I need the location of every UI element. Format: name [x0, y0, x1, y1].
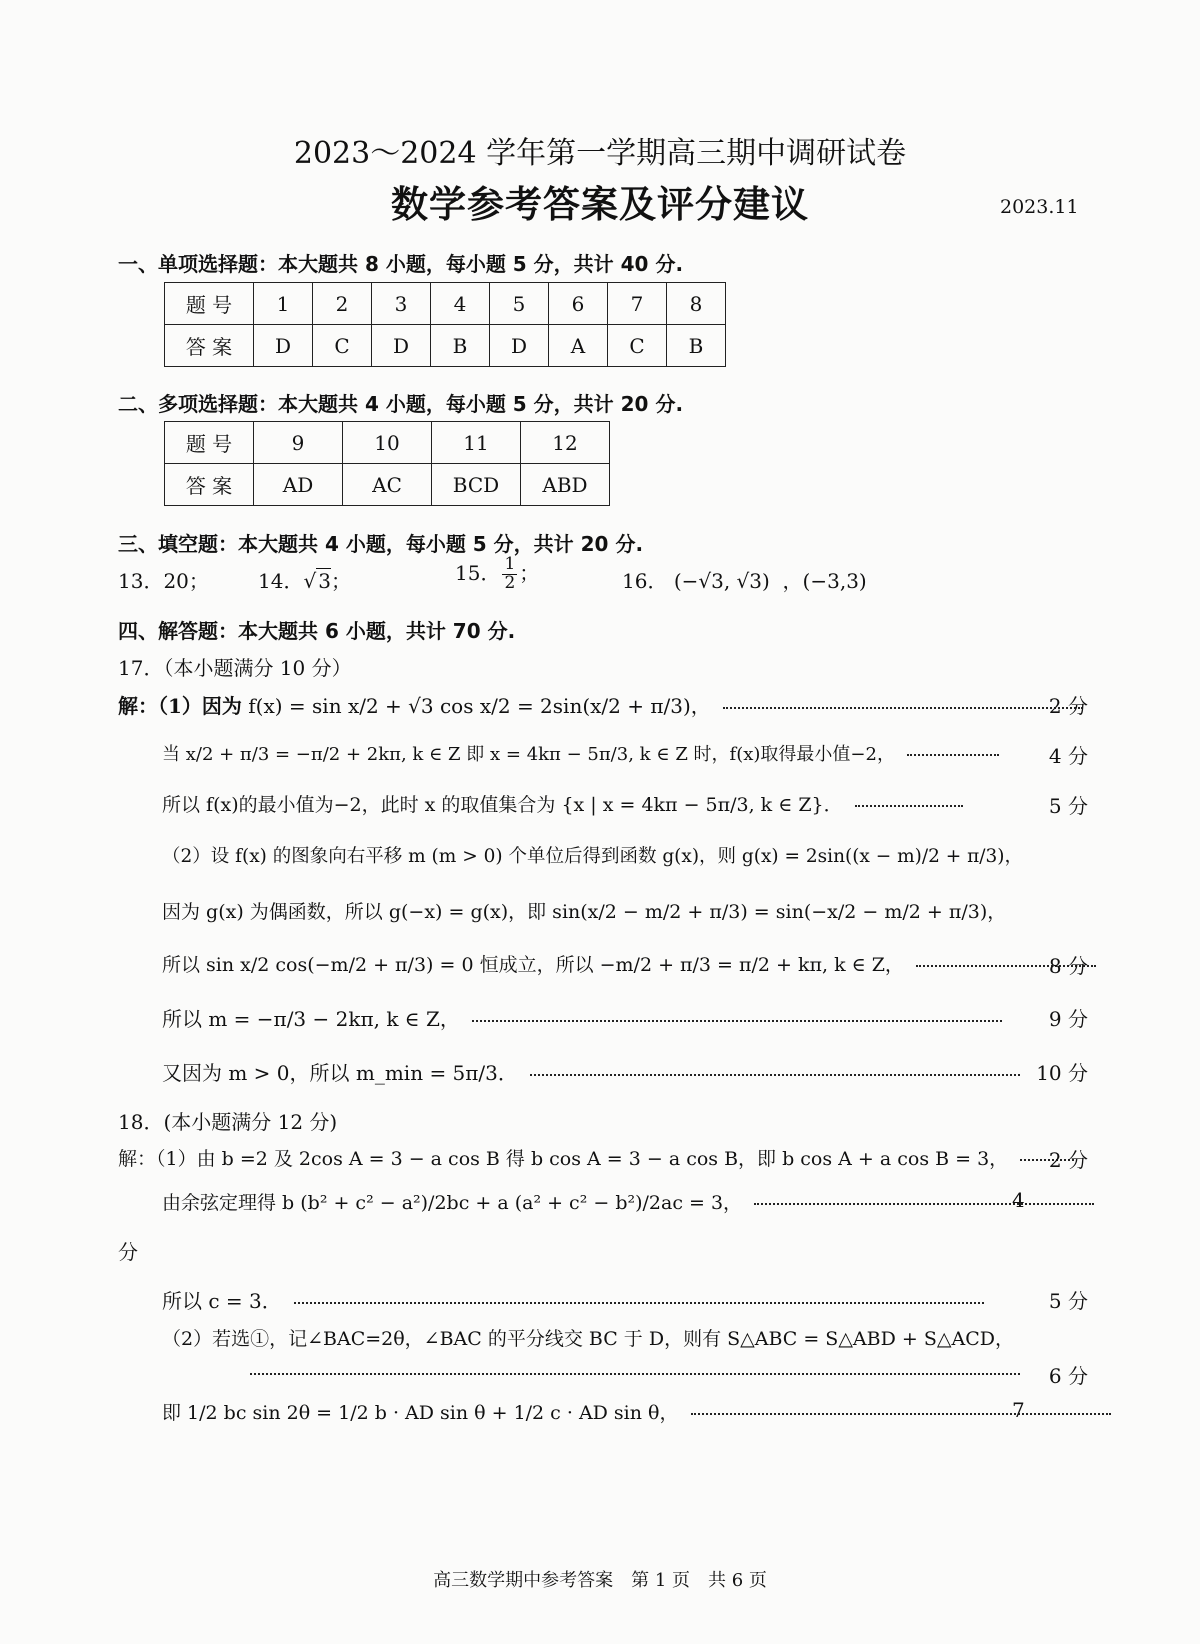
answer-cell: D: [254, 325, 313, 367]
q17-title: 17．（本小题满分 10 分）: [118, 656, 352, 680]
answer-q14: [258, 565, 351, 594]
answer-q13: 13．20；: [118, 569, 209, 593]
section-1-heading: 一、单项选择题：本大题共 8 小题，每小题 5 分，共计 40 分.: [118, 252, 684, 276]
answer-cell: C: [608, 325, 667, 367]
row-label-question-number: 题 号: [165, 422, 254, 464]
score: 10 分: [1036, 1061, 1088, 1085]
answer-key-title: 数学参考答案及评分建议: [391, 182, 809, 226]
q17-line-6: [162, 950, 1102, 977]
q14-label: 14．: [258, 569, 304, 593]
q14-radicand: 3: [318, 569, 331, 593]
question-number: 1: [254, 283, 313, 325]
score: 4: [1012, 1188, 1025, 1212]
score: 9 分: [1048, 1007, 1088, 1031]
leader-dots: [754, 1203, 1094, 1205]
leader-dots: [723, 707, 1083, 709]
question-number: 6: [549, 283, 608, 325]
q15-numerator: 1: [504, 554, 516, 574]
q15-tail: ；: [519, 560, 540, 585]
answer-cell: D: [490, 325, 549, 367]
score-wrap: 分: [118, 1240, 138, 1264]
answer-q16: [622, 565, 867, 594]
question-number: 7: [608, 283, 667, 325]
leader-dots: [855, 805, 963, 807]
question-number: 11: [432, 422, 521, 464]
q17-line-3: [162, 790, 969, 817]
formula: 所以 f(x)的最小值为−2，此时 x 的取值集合为 {x | x = 4kπ − 5π/3, k ∈ Z}．: [162, 794, 843, 816]
answer-cell: D: [372, 325, 431, 367]
score: 6 分: [1048, 1364, 1088, 1388]
exam-title: 2023～2024 学年第一学期高三期中调研试卷: [293, 136, 907, 171]
leader-dots: [907, 754, 999, 756]
row-label-answer: 答 案: [165, 325, 254, 367]
leader-dots: [250, 1373, 1020, 1375]
line-prefix: 当: [162, 744, 180, 765]
formula: f(x) = sin x/2 + √3 cos x/2 = 2sin(x/2 + π/3)，: [248, 694, 711, 718]
answer-q15: [455, 556, 539, 593]
question-number: 5: [490, 283, 549, 325]
section-3-heading: 三、填空题：本大题共 4 小题，每小题 5 分，共计 20 分.: [118, 532, 644, 556]
q17-line-7: [162, 1003, 1008, 1032]
question-number: 4: [431, 283, 490, 325]
formula: 由余弦定理得 b (b² + c² − a²)/2bc + a (a² + c² − b²)/2ac = 3，: [162, 1192, 743, 1214]
q18-line-1: [118, 1144, 1080, 1171]
leader-dots: [294, 1302, 984, 1304]
q15-denominator: 2: [504, 572, 516, 593]
section-2-heading: 二、多项选择题：本大题共 4 小题，每小题 5 分，共计 20 分.: [118, 392, 684, 416]
row-label-question-number: 题 号: [165, 283, 254, 325]
exam-date: 2023.11: [1000, 196, 1079, 218]
q18-line-5: [244, 1360, 1026, 1384]
table-row: [165, 283, 726, 325]
score: 4 分: [1048, 744, 1088, 768]
q18-title: 18．(本小题满分 12 分): [118, 1110, 338, 1134]
leader-dots: [691, 1413, 1111, 1415]
question-number: 3: [372, 283, 431, 325]
answer-cell: B: [667, 325, 726, 367]
formula: 解：（1）由 b =2 及 2cos A = 3 − a cos B 得 b cos A = 3 − a cos B，即 b cos A + a cos B = 3，: [118, 1148, 1009, 1170]
score: 5 分: [1048, 794, 1088, 818]
single-choice-answer-table: [164, 282, 726, 367]
score: 2 分: [1048, 694, 1088, 718]
answer-cell: B: [431, 325, 490, 367]
formula: 所以 c = 3．: [162, 1289, 282, 1313]
answer-cell: AD: [254, 464, 343, 506]
table-row: [165, 325, 726, 367]
score: 2 分: [1048, 1148, 1088, 1172]
q15-fraction: [502, 556, 517, 593]
q17-line-8: [162, 1057, 1026, 1086]
question-number: 10: [343, 422, 432, 464]
q17-line-4: （2）设 f(x) 的图象向右平移 m (m > 0) 个单位后得到函数 g(x)，则 g(x) = 2sin((x − m)/2 + π/3)，: [162, 846, 1024, 867]
q18-line-3: [162, 1285, 990, 1314]
q16-label: 16．: [622, 569, 668, 593]
q18-line-4: （2）若选①，记∠BAC=2θ，∠BAC 的平分线交 BC 于 D，则有 S△ABC = S△ABD + S△ACD，: [162, 1328, 1014, 1350]
formula: 即 1/2 bc sin 2θ = 1/2 b · AD sin θ + 1/2 c · AD sin θ，: [162, 1402, 679, 1424]
q14-tail: ；: [330, 569, 351, 593]
q18-line-6: [162, 1398, 1117, 1425]
multi-choice-answer-table: [164, 421, 610, 506]
answer-cell: ABD: [521, 464, 610, 506]
formula: 所以 m = −π/3 − 2kπ, k ∈ Z，: [162, 1007, 460, 1031]
table-row: [165, 464, 610, 506]
score: 5 分: [1048, 1289, 1088, 1313]
sqrt-symbol: √: [303, 569, 317, 593]
question-number: 2: [313, 283, 372, 325]
q17-solution-prefix: 解：（1）因为: [118, 694, 242, 718]
answer-cell: A: [549, 325, 608, 367]
section-4-heading: 四、解答题：本大题共 6 小题，共计 70 分.: [118, 619, 516, 643]
leader-dots: [472, 1020, 1002, 1022]
answer-cell: C: [313, 325, 372, 367]
page-footer: 高三数学期中参考答案 第 1 页 共 6 页: [433, 1570, 767, 1591]
answer-cell: AC: [343, 464, 432, 506]
question-number: 12: [521, 422, 610, 464]
formula: 所以 sin x/2 cos(−m/2 + π/3) = 0 恒成立，所以 −m/2 + π/3 = π/2 + kπ, k ∈ Z，: [162, 954, 904, 976]
q16-separator: ，: [782, 569, 803, 593]
q17-line-2: [162, 740, 1005, 766]
question-number: 9: [254, 422, 343, 464]
formula: 又因为 m > 0，所以 m_min = 5π/3．: [162, 1061, 518, 1085]
score: 8 分: [1048, 954, 1088, 978]
q16-answer-b: (−3,3): [802, 569, 867, 593]
q17-line-5: 因为 g(x) 为偶函数，所以 g(−x) = g(x)，即 sin(x/2 − m/2 + π/3) = sin(−x/2 − m/2 + π/3)，: [162, 901, 1007, 923]
q17-line-1: [118, 690, 1089, 719]
answer-cell: BCD: [432, 464, 521, 506]
row-label-answer: 答 案: [165, 464, 254, 506]
table-row: [165, 422, 610, 464]
q16-answer-a: (−√3, √3): [673, 569, 770, 593]
score: 7: [1012, 1398, 1025, 1422]
question-number: 8: [667, 283, 726, 325]
q18-line-2: [162, 1188, 1100, 1215]
q15-label: 15．: [455, 560, 501, 585]
formula: x/2 + π/3 = −π/2 + 2kπ, k ∈ Z 即 x = 4kπ − 5π/3, k ∈ Z 时，f(x)取得最小值−2，: [185, 744, 895, 765]
leader-dots: [530, 1074, 1020, 1076]
